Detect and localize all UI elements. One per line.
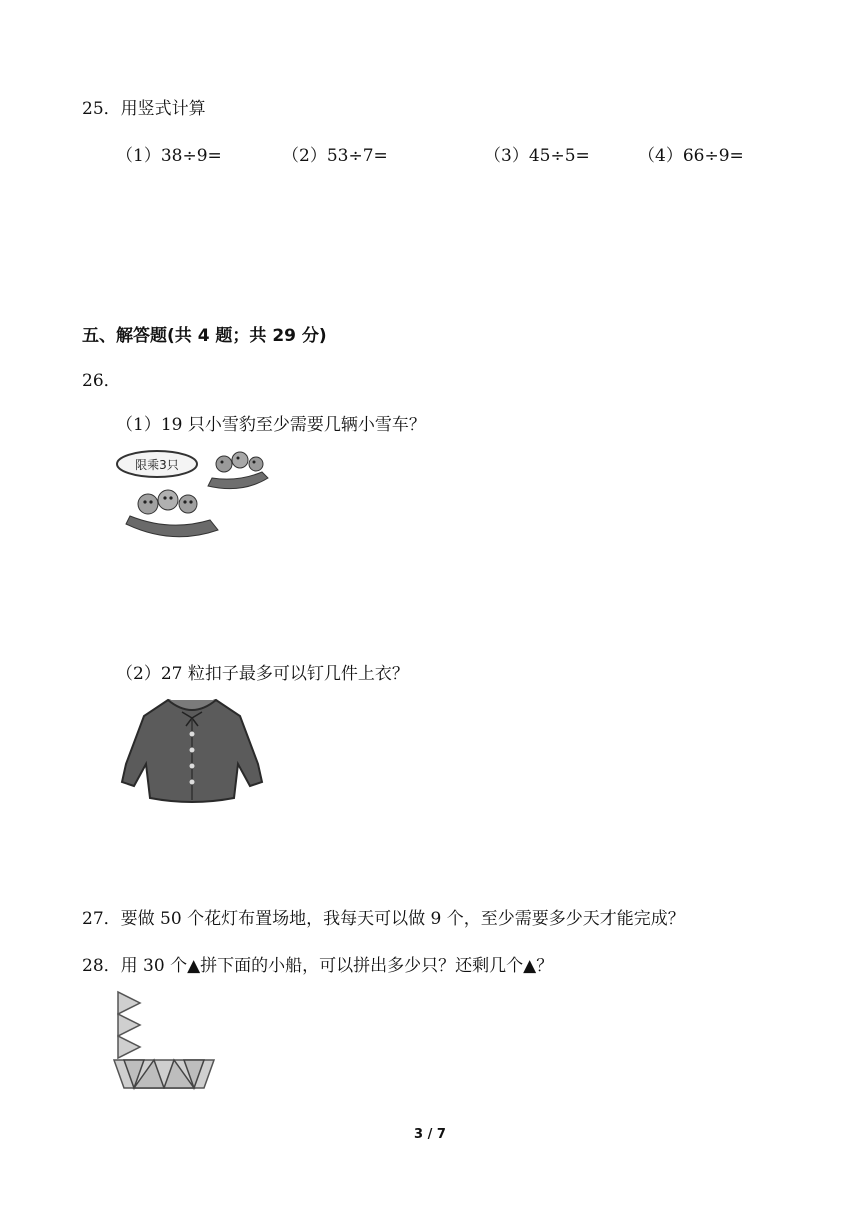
triangle-boat-illustration [110,988,222,1092]
question-25-item-1: （1）38÷9= [116,146,222,166]
question-26-part-1: （1）19 只小雪豹至少需要几辆小雪车？ [116,415,426,435]
question-26-number: 26． [82,371,121,391]
question-28-text: 28．用 30 个▲拼下面的小船，可以拼出多少只？还剩几个▲？ [82,956,554,976]
sled-sign-text: 限乘3只 [135,458,179,472]
question-25-item-3: （3）45÷5= [484,146,590,166]
jacket-illustration [112,694,272,806]
question-25-item-2: （2）53÷7= [282,146,388,166]
question-25-title: 25．用竖式计算 [82,99,206,119]
question-25-item-4: （4）66÷9= [638,146,744,166]
question-26-part-2: （2）27 粒扣子最多可以钉几件上衣？ [116,664,409,684]
section-5-heading: 五、解答题(共 4 题；共 29 分) [82,326,327,346]
snow-sled-illustration [112,442,272,554]
page-number: 3 / 7 [414,1127,446,1142]
question-27-text: 27．要做 50 个花灯布置场地，我每天可以做 9 个，至少需要多少天才能完成？ [82,909,685,929]
